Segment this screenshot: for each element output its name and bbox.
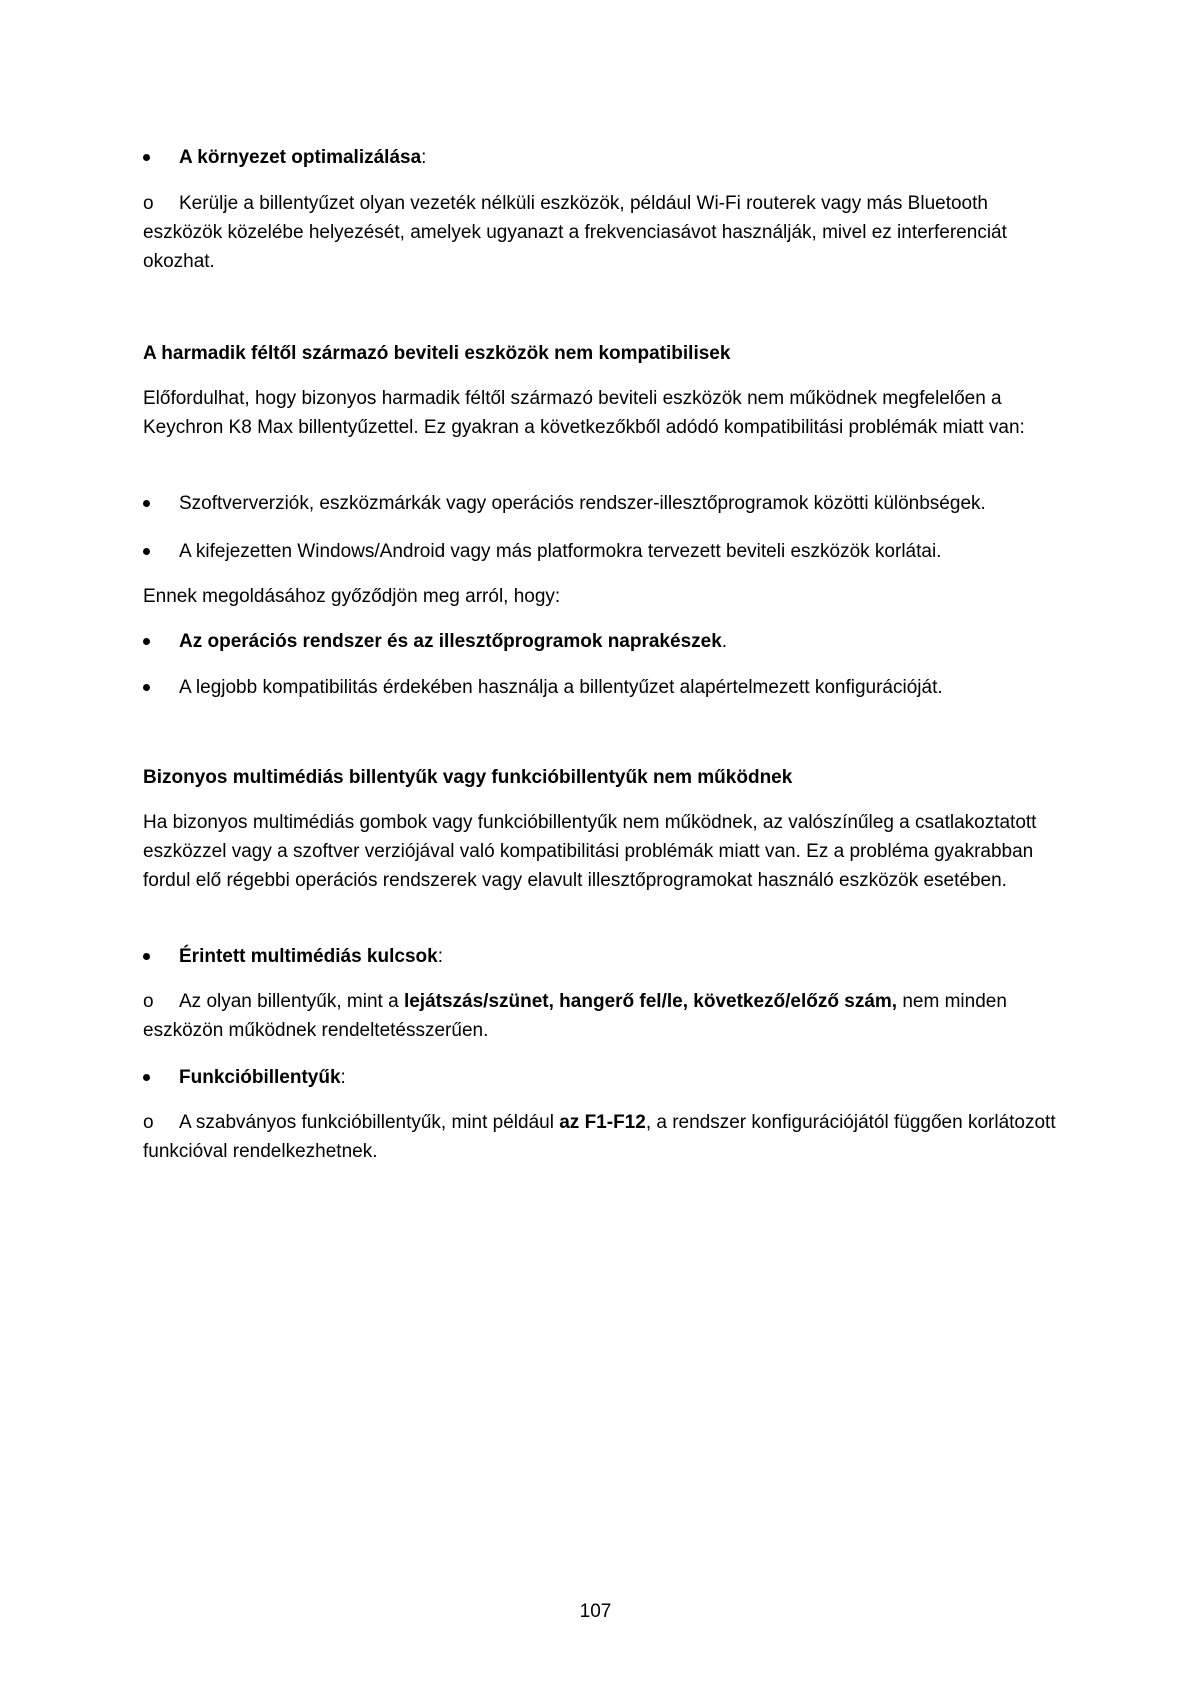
bullet-dot bbox=[143, 684, 150, 691]
bullet-dot bbox=[143, 548, 150, 555]
paragraph-compatibility-intro: Előfordulhat, hogy bizonyos harmadik féltől származó beviteli eszközök nem működnek megfelelően a Keychron K8 Max billentyűzettel. Ez gyakran a következőkből adódó kompatibilitási problémák miatt van: bbox=[143, 388, 1025, 438]
bullet-dot bbox=[143, 154, 150, 161]
bullet-text: A környezet optimalizálása: bbox=[179, 147, 427, 168]
page-number: 107 bbox=[579, 1601, 612, 1622]
heading-multimedia-keys: Bizonyos multimédiás billentyűk vagy funkcióbillentyűk nem működnek bbox=[143, 767, 793, 788]
bullet-dot bbox=[143, 500, 150, 507]
bullet-dot bbox=[143, 953, 150, 960]
paragraph-multimedia-intro: Ha bizonyos multimédiás gombok vagy funkcióbillentyűk nem működnek, az valószínűleg a csatlakoztatott eszközzel vagy a szoftver verziójával való kompatibilitási problémák miatt van. Ez a probléma gyakrabban fordul elő régebbi operációs rendszerek vagy elavult illesztőprogramokat használó eszközök esetében. bbox=[143, 812, 1037, 891]
sub-marker: o bbox=[143, 991, 154, 1012]
sub-text: Kerülje a billentyűzet olyan vezeték nélküli eszközök, például Wi-Fi routerek vagy más Bluetooth eszközök közelébe helyezését, amelyek ugyanazt a frekvenciasávot használják, mivel ez interferenciát okozhat. bbox=[143, 193, 1007, 272]
paragraph-solution-intro: Ennek megoldásához győződjön meg arról, hogy: bbox=[143, 586, 561, 607]
bullet-dot bbox=[143, 1074, 150, 1081]
sub-item-multimedia-keys: o Az olyan billentyűk, mint a lejátszás/szünet, hangerő fel/le, következő/előző szám, nem minden eszközön működnek rendeltetésszerűen. bbox=[143, 987, 1063, 1045]
bullet-dot bbox=[143, 638, 150, 645]
sub-marker: o bbox=[143, 1112, 154, 1133]
heading-third-party-devices: A harmadik féltől származó beviteli eszközök nem kompatibilisek bbox=[143, 343, 731, 364]
sub-item-interference bbox=[143, 189, 1063, 276]
sub-item-function-keys: o A szabványos funkcióbillentyűk, mint például az F1-F12, a rendszer konfigurációjától függően korlátozott funkcióval rendelkezhetnek. bbox=[143, 1108, 1063, 1166]
sub-marker: o bbox=[143, 193, 154, 214]
